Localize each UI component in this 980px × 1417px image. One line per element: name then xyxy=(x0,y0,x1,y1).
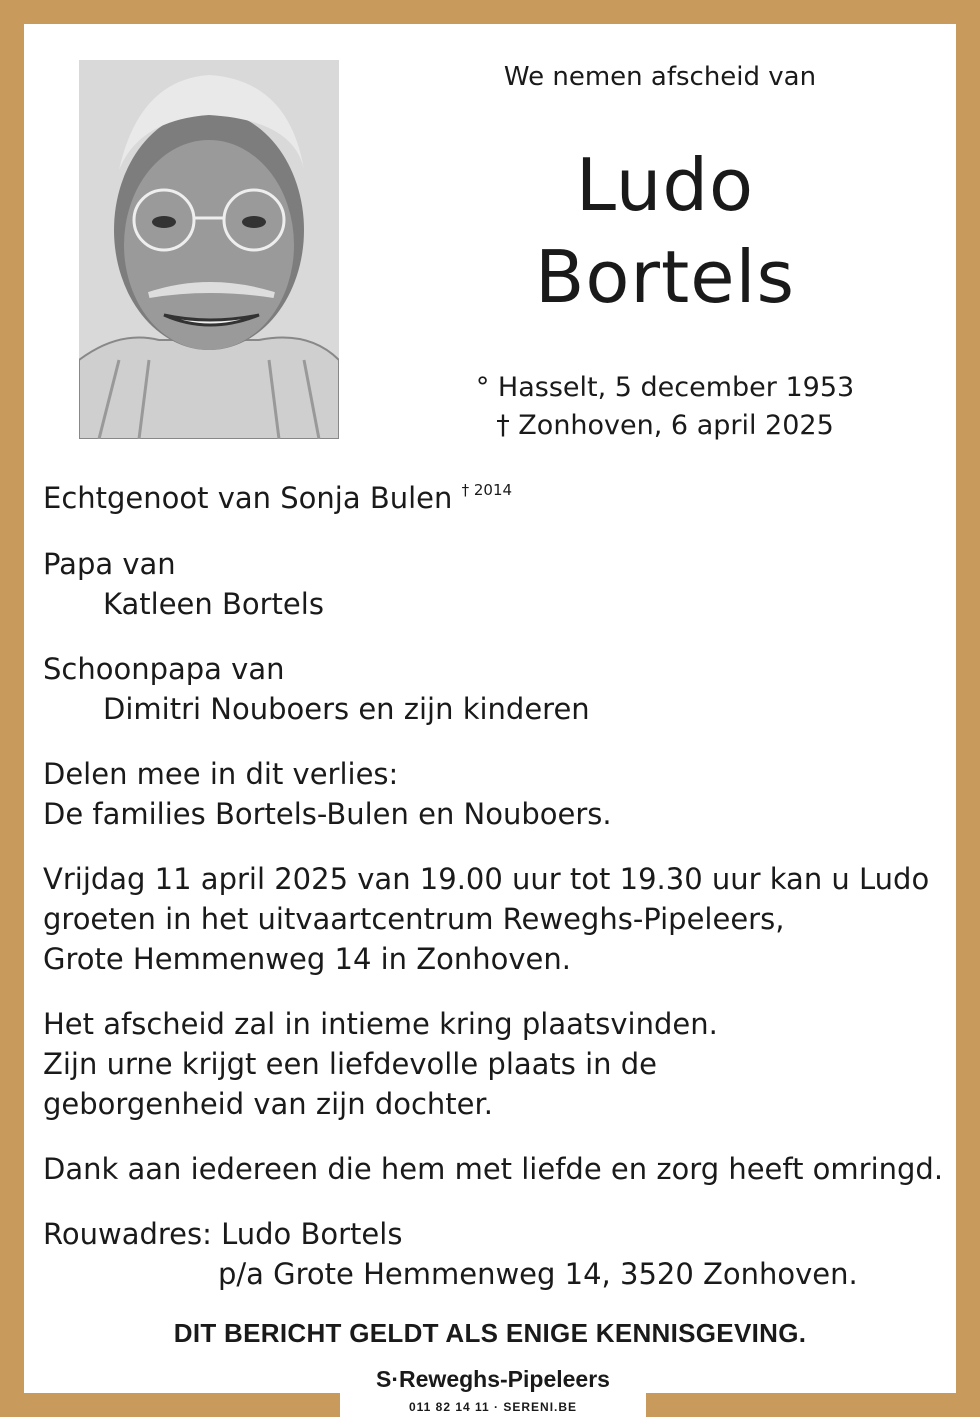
birth-date: ° Hasselt, 5 december 1953 xyxy=(475,372,855,403)
address-line-2: p/a Grote Hemmenweg 14, 3520 Zonhoven. xyxy=(218,1257,858,1291)
footer-contact: 011 82 14 11 · SERENI.BE xyxy=(408,1400,578,1414)
notice-text: DIT BERICHT GELDT ALS ENIGE KENNISGEVING. xyxy=(173,1318,807,1348)
funeral-home-logo: S·Reweghs-Pipeleers xyxy=(376,1366,610,1392)
schoonpapa-name: Dimitri Nouboers en zijn kinderen xyxy=(103,692,590,726)
farewell-line-3: geborgenheid van zijn dochter. xyxy=(43,1087,493,1121)
intro-text: We nemen afscheid van xyxy=(503,62,817,92)
thanks-line: Dank aan iedereen die hem met liefde en zorg heeft omringd. xyxy=(43,1152,944,1186)
farewell-line-1: Het afscheid zal in intieme kring plaatsvinden. xyxy=(43,1007,718,1041)
footer xyxy=(340,1362,646,1417)
spouse-line xyxy=(43,478,512,518)
visitation-line-3: Grote Hemmenweg 14 in Zonhoven. xyxy=(43,942,571,976)
spouse-death-year: † 2014 xyxy=(461,481,513,499)
share-line-1: Delen mee in dit verlies: xyxy=(43,757,399,791)
schoonpapa-label: Schoonpapa van xyxy=(43,652,285,686)
portrait-illustration xyxy=(79,60,339,439)
death-date: † Zonhoven, 6 april 2025 xyxy=(496,410,834,441)
portrait-photo xyxy=(79,60,339,439)
first-name: Ludo xyxy=(575,143,755,227)
visitation-line-1: Vrijdag 11 april 2025 van 19.00 uur tot 19.30 uur kan u Ludo xyxy=(43,862,930,896)
address-label: Rouwadres: Ludo Bortels xyxy=(43,1217,403,1251)
farewell-line-2: Zijn urne krijgt een liefdevolle plaats in de xyxy=(43,1047,658,1081)
last-name: Bortels xyxy=(534,235,796,319)
papa-label: Papa van xyxy=(43,547,176,581)
spouse-text: Echtgenoot van Sonja Bulen xyxy=(43,481,453,515)
visitation-line-2: groeten in het uitvaartcentrum Reweghs-Pipeleers, xyxy=(43,902,785,936)
papa-name: Katleen Bortels xyxy=(103,587,324,621)
share-line-2: De families Bortels-Bulen en Nouboers. xyxy=(43,797,612,831)
